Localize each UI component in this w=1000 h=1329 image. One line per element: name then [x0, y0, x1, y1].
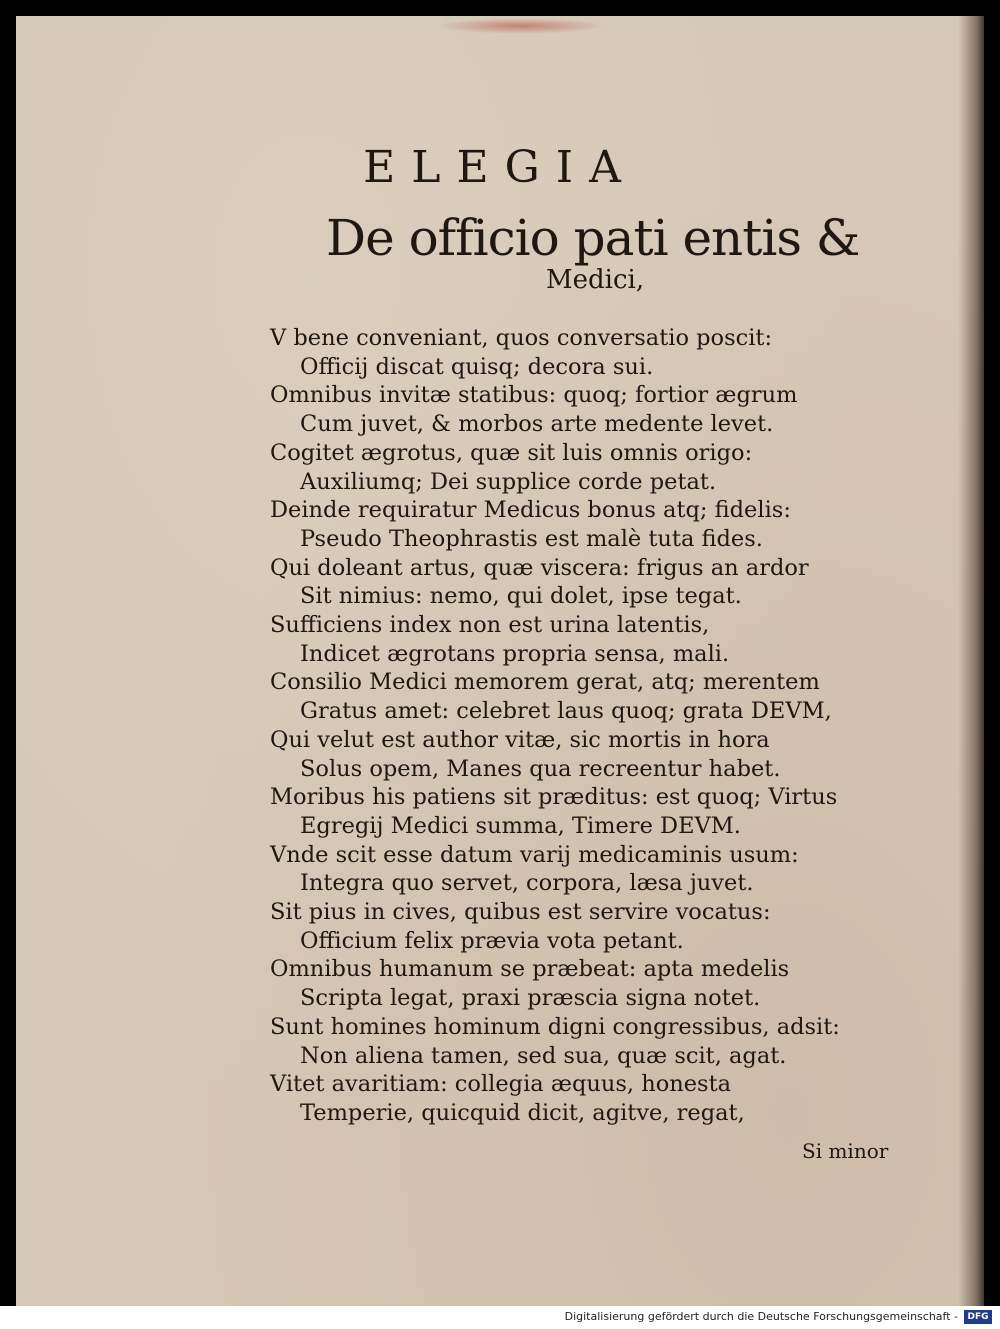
footer-credit: Digitalisierung gefördert durch die Deutsche Forschungsgemeinschaft - [564, 1310, 958, 1323]
ink-bleed-stain [436, 18, 606, 34]
footer-bar [0, 1306, 1000, 1329]
poem-line: Indicet ægrotans propria sensa, mali. [300, 640, 730, 667]
page-subtitle-line2: Medici, [546, 265, 645, 295]
book-page [16, 16, 984, 1306]
poem-line: Omnibus invitæ statibus: quoq; fortior ægrum [270, 382, 798, 409]
poem-line: Temperie, quicquid dicit, agitve, regat, [300, 1099, 745, 1126]
page-title: ELEGIA [363, 142, 637, 193]
poem-line: Sunt homines hominum digni congressibus, adsit: [270, 1013, 840, 1040]
catchword: Si minor [802, 1139, 889, 1163]
page-edge-shadow [958, 16, 984, 1306]
poem-line: Integra quo servet, corpora, læsa juvet. [300, 870, 754, 897]
poem-line: Sufficiens index non est urina latentis, [270, 612, 710, 639]
poem-line: Scripta legat, praxi præscia signa notet. [300, 985, 761, 1012]
poem-line: Officium felix prævia vota petant. [300, 927, 684, 954]
poem-line: Pseudo Theophrastis est malè tuta fides. [300, 525, 763, 552]
poem-line: Sit pius in cives, quibus est servire vocatus: [270, 899, 771, 926]
poem-body [270, 324, 920, 1128]
poem-line: Sit nimius: nemo, qui dolet, ipse tegat. [300, 583, 742, 610]
poem-line: Moribus his patiens sit præditus: est quoq; Virtus [270, 784, 838, 811]
poem-line: Non aliena tamen, sed sua, quæ scit, agat. [300, 1042, 787, 1069]
poem-line: Gratus amet: celebret laus quoq; grata DEVM, [300, 698, 832, 725]
poem-line: Qui velut est author vitæ, sic mortis in hora [270, 726, 770, 753]
poem-line: Solus opem, Manes qua recreentur habet. [300, 755, 781, 782]
poem-line: Qui doleant artus, quæ viscera: frigus an ardor [270, 554, 809, 581]
poem-line: Omnibus humanum se præbeat: apta medelis [270, 956, 790, 983]
poem-line: Auxiliumq; Dei supplice corde petat. [300, 468, 717, 495]
dfg-logo-icon: DFG [964, 1310, 992, 1324]
poem-line: Cum juvet, & morbos arte medente levet. [300, 411, 774, 438]
poem-line: Officij discat quisq; decora sui. [300, 353, 654, 380]
poem-line: Vitet avaritiam: collegia æquus, honesta [270, 1071, 732, 1098]
poem-line: Cogitet ægrotus, quæ sit luis omnis origo: [270, 439, 753, 466]
page-subtitle: De officio pati entis & [326, 209, 860, 267]
poem-line: Vnde scit esse datum varij medicaminis usum: [270, 841, 799, 868]
poem-line: Deinde requiratur Medicus bonus atq; fidelis: [270, 497, 791, 524]
poem-line: Consilio Medici memorem gerat, atq; merentem [270, 669, 820, 696]
poem-line: V bene conveniant, quos conversatio poscit: [270, 325, 773, 351]
poem-line: Egregij Medici summa, Timere DEVM. [300, 812, 741, 839]
